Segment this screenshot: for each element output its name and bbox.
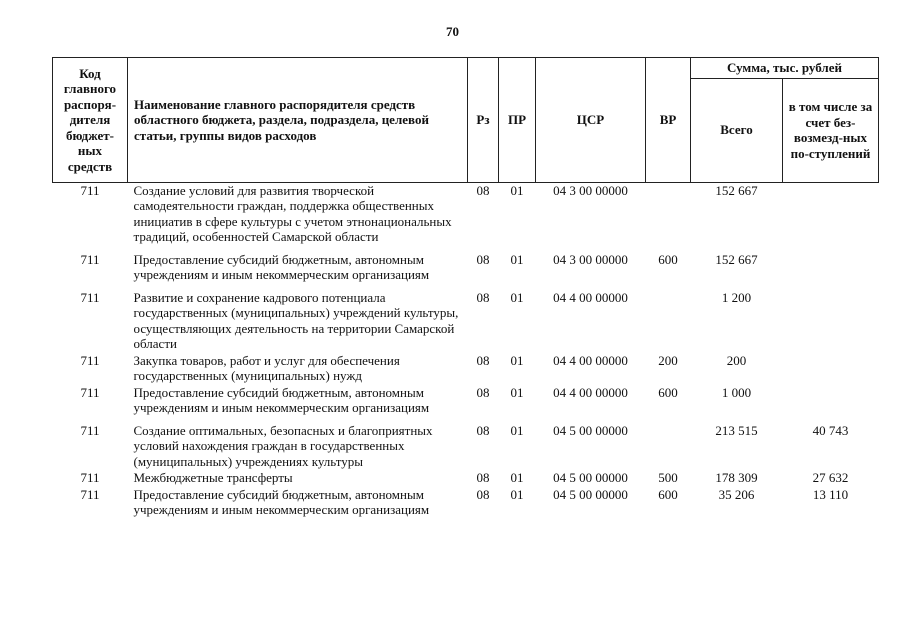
table-row (53, 487, 879, 519)
row-name: Предоставление субсидий бюджетным, автономным учреждениям и иным некоммерческим организациям (133, 251, 430, 282)
row-free (783, 182, 879, 246)
row-rz: 08 (476, 182, 490, 198)
row-pr: 01 (510, 384, 524, 400)
row-rz: 08 (476, 486, 490, 502)
row-total: 1 000 (721, 384, 752, 400)
row-free: 13 110 (812, 486, 849, 502)
row-vr (646, 417, 691, 471)
page-number: 70 (446, 24, 459, 39)
row-free (783, 284, 879, 353)
row-rz: 08 (476, 422, 490, 438)
row-vr (646, 182, 691, 246)
row-vr: 600 (658, 486, 678, 502)
row-total: 1 200 (721, 289, 752, 305)
row-vr: 200 (658, 352, 678, 368)
row-total: 152 667 (715, 182, 758, 198)
table-row (53, 353, 879, 385)
row-rz: 08 (476, 289, 490, 305)
row-name: Создание оптимальных, безопасных и благоприятных условий нахождения граждан в государственных (муниципальных) учреждениях культуры (133, 422, 433, 469)
row-total: 35 206 (718, 486, 755, 502)
row-name: Создание условий для развития творческой самодеятельности граждан, поддержка общественных инициатив в сфере культуры с учетом этнонациональных традиций, особенностей Самарской области (133, 182, 452, 244)
row-csr: 04 5 00 00000 (553, 486, 628, 502)
table-row (53, 470, 879, 487)
row-pr: 01 (510, 470, 524, 485)
row-free: 40 743 (812, 422, 849, 438)
row-pr: 01 (510, 422, 524, 438)
row-vr: 600 (658, 384, 678, 400)
table-row (53, 246, 879, 284)
table-body (53, 182, 879, 519)
row-free (783, 246, 879, 284)
row-code: 711 (80, 182, 100, 198)
table-header (53, 58, 879, 183)
row-total: 200 (726, 352, 747, 368)
row-free (783, 353, 879, 385)
table-row (53, 385, 879, 417)
header-free: в том числе за счет без-возмезд-ных по-ступлений (783, 78, 879, 182)
row-csr: 04 3 00 00000 (553, 182, 628, 198)
row-name: Развитие и сохранение кадрового потенциала государственных (муниципальных) учреждений культуры, осуществляющих деятельность на территории Самарской области (133, 289, 459, 351)
row-pr: 01 (510, 486, 524, 502)
row-code: 711 (80, 289, 100, 305)
header-code: Код главного распоря-дителя бюджет-ных средств (53, 58, 128, 183)
header-rz: Рз (468, 58, 499, 183)
row-pr: 01 (510, 289, 524, 305)
row-code: 711 (80, 352, 100, 368)
budget-table (52, 57, 879, 519)
row-vr: 500 (658, 470, 678, 485)
row-pr: 01 (510, 352, 524, 368)
row-total: 213 515 (715, 422, 758, 438)
header-pr: ПР (499, 58, 536, 183)
table-row (53, 182, 879, 246)
table-row (53, 284, 879, 353)
row-rz: 08 (476, 384, 490, 400)
row-rz: 08 (476, 251, 490, 267)
row-code: 711 (80, 384, 100, 400)
row-csr: 04 5 00 00000 (553, 422, 628, 438)
row-vr: 600 (658, 251, 678, 267)
table-row (53, 417, 879, 471)
row-csr: 04 3 00 00000 (553, 251, 628, 267)
row-csr: 04 4 00 00000 (553, 384, 628, 400)
row-name: Межбюджетные трансферты (133, 470, 293, 485)
row-free (783, 385, 879, 417)
row-pr: 01 (510, 251, 524, 267)
header-vr: ВР (646, 58, 691, 183)
header-total: Всего (691, 78, 783, 182)
row-free: 27 632 (812, 470, 849, 485)
row-rz: 08 (476, 470, 490, 485)
row-total: 178 309 (715, 470, 758, 485)
row-csr: 04 4 00 00000 (553, 289, 628, 305)
header-csr: ЦСР (536, 58, 646, 183)
header-sum: Сумма, тыс. рублей (691, 58, 879, 79)
row-pr: 01 (510, 182, 524, 198)
row-csr: 04 5 00 00000 (553, 470, 628, 485)
row-total: 152 667 (715, 251, 758, 267)
row-rz: 08 (476, 352, 490, 368)
row-vr (646, 284, 691, 353)
row-name: Предоставление субсидий бюджетным, автономным учреждениям и иным некоммерческим организациям (133, 486, 430, 517)
row-csr: 04 4 00 00000 (553, 352, 628, 368)
row-name: Предоставление субсидий бюджетным, автономным учреждениям и иным некоммерческим организациям (133, 384, 430, 415)
row-name: Закупка товаров, работ и услуг для обеспечения государственных (муниципальных) нужд (133, 352, 400, 383)
row-code: 711 (80, 251, 100, 267)
row-code: 711 (80, 486, 100, 502)
row-code: 711 (80, 422, 100, 438)
row-code: 711 (80, 470, 100, 485)
header-name: Наименование главного распорядителя средств областного бюджета, раздела, подраздела, целевой статьи, группы видов расходов (128, 58, 468, 183)
